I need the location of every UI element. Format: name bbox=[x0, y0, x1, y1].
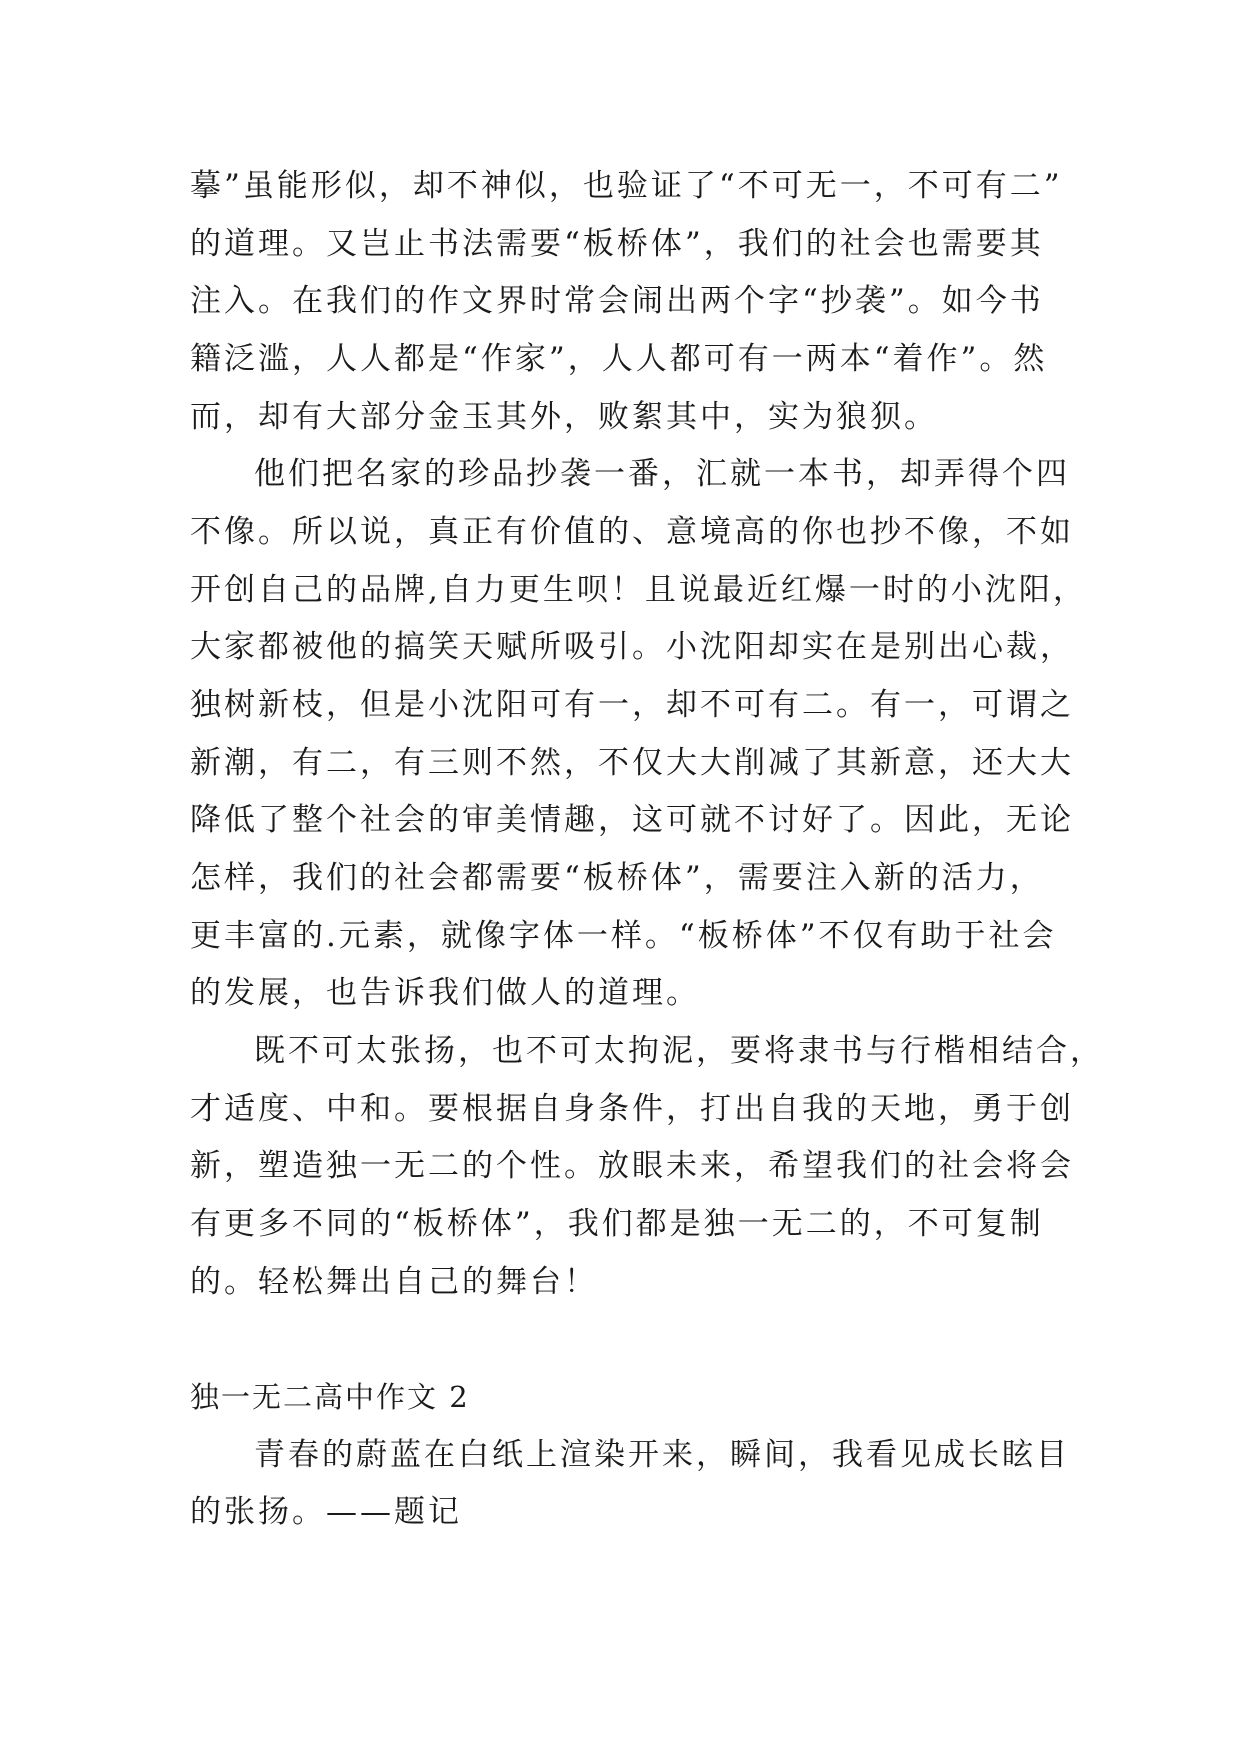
text-line: 籍泛滥，人人都是“作家”，人人都可有一两本“着作”。然 bbox=[190, 341, 1048, 377]
text-line: 而，却有大部分金玉其外，败絮其中，实为狼狈。 bbox=[190, 399, 938, 435]
section-title: 独一无二高中作文 2 bbox=[190, 1380, 470, 1414]
text-line: 注入。在我们的作文界时常会闹出两个字“抄袭”。如今书 bbox=[190, 283, 1044, 319]
text-line: 的张扬。——题记 bbox=[190, 1494, 462, 1530]
paragraph-start-line: 他们把名家的珍品抄袭一番，汇就一本书，却弄得个四 bbox=[254, 456, 1070, 492]
text-line: 才适度、中和。要根据自身条件，打出自我的天地，勇于创 bbox=[190, 1091, 1074, 1127]
text-line: 的发展，也告诉我们做人的道理。 bbox=[190, 975, 700, 1011]
text-line: 的道理。又岂止书法需要“板桥体”，我们的社会也需要其 bbox=[190, 226, 1044, 262]
text-line: 新潮，有二，有三则不然，不仅大大削减了其新意，还大大 bbox=[190, 745, 1074, 781]
text-line: 开创自己的品牌,自力更生呗！且说最近红爆一时的小沈阳， bbox=[190, 572, 1087, 608]
paragraph-start-line: 既不可太张扬，也不可太拘泥，要将隶书与行楷相结合， bbox=[254, 1033, 1104, 1069]
text-line: 降低了整个社会的审美情趣，这可就不讨好了。因此，无论 bbox=[190, 802, 1074, 838]
text-line: 摹”虽能形似，却不神似，也验证了“不可无一，不可有二” bbox=[190, 168, 1063, 204]
text-line: 不像。所以说，真正有价值的、意境高的你也抄不像，不如 bbox=[190, 514, 1074, 550]
text-line: 的。轻松舞出自己的舞台！ bbox=[190, 1264, 598, 1300]
text-line: 有更多不同的“板桥体”，我们都是独一无二的，不可复制 bbox=[190, 1206, 1044, 1242]
text-line: 更丰富的.元素，就像字体一样。“板桥体”不仅有助于社会 bbox=[190, 918, 1057, 954]
text-line: 怎样，我们的社会都需要“板桥体”，需要注入新的活力， bbox=[190, 860, 1044, 896]
text-line: 大家都被他的搞笑天赋所吸引。小沈阳却实在是别出心裁， bbox=[190, 629, 1074, 665]
text-line: 独树新枝，但是小沈阳可有一，却不可有二。有一，可谓之 bbox=[190, 687, 1074, 723]
paragraph-start-line: 青春的蔚蓝在白纸上渲染开来，瞬间，我看见成长眩目 bbox=[254, 1437, 1070, 1473]
text-line: 新，塑造独一无二的个性。放眼未来，希望我们的社会将会 bbox=[190, 1148, 1074, 1184]
